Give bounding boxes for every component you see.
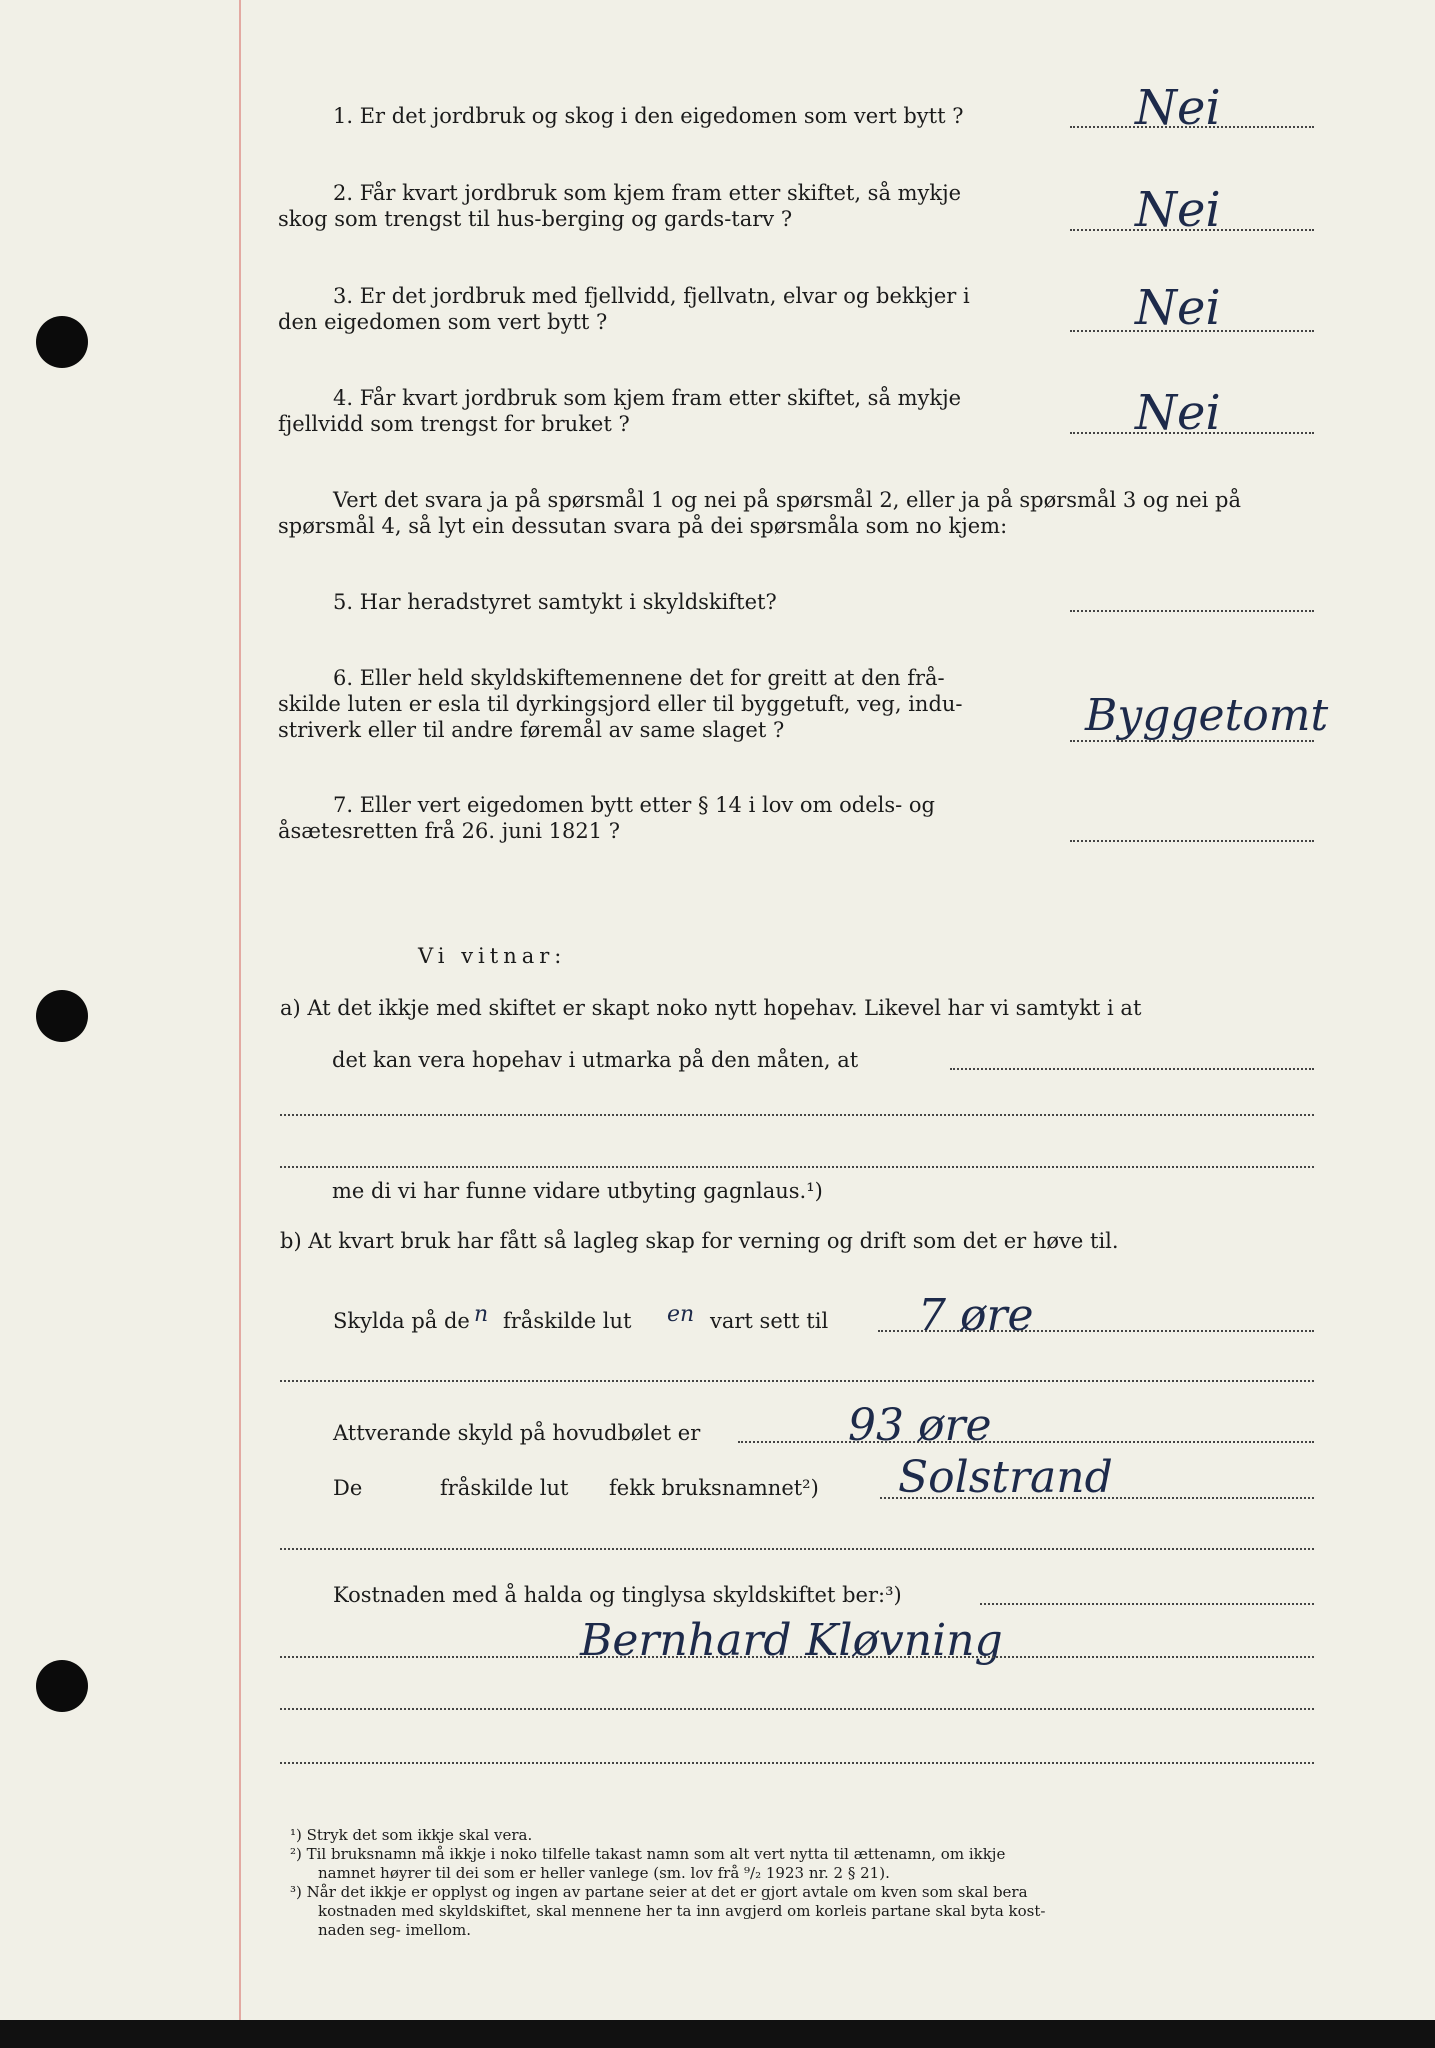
answer-3: Nei [1135, 280, 1221, 336]
skyld-insert-2: en [667, 1302, 695, 1327]
question-6-line-3: striverk eller til andre føremål av same slaget ? [278, 718, 785, 742]
cost-label: Kostnaden med å halda og tinglysa skyldskiftet ber:³) [333, 1583, 902, 1607]
punch-hole-top [36, 316, 88, 368]
witness-a-line-3: me di vi har funne vidare utbyting gagnlaus.¹) [332, 1179, 823, 1203]
name-de: De [333, 1476, 363, 1500]
question-7-line-2: åsætesretten frå 26. juni 1821 ? [278, 819, 621, 843]
question-3-line-2: den eigedomen som vert bytt ? [278, 310, 608, 334]
footnote-3-line-2: kostnaden med skyldskiftet, skal mennene her ta inn avgjerd om korleis partane skal byta kost- [318, 1902, 1046, 1920]
intro-line-2: spørsmål 4, så lyt ein dessutan svara på dei spørsmåla som no kjem: [278, 514, 1008, 538]
footnote-3-line-1: ³) Når det ikkje er opplyst og ingen av partane seier at det er gjort avtale om kven som skal bera [290, 1883, 1028, 1901]
skyld-part-1: Skylda på de [333, 1309, 470, 1333]
question-6-line-1: 6. Eller held skyldskiftemennene det for greitt at den frå- [333, 666, 945, 690]
witness-line-b [280, 1114, 1314, 1116]
remaining-value: 93 øre [848, 1400, 992, 1451]
name-lut: fråskilde lut [440, 1476, 569, 1500]
answer-line-7 [1070, 840, 1314, 842]
footnote-3-line-3: naden seg- imellom. [318, 1921, 472, 1939]
question-2-line-2: skog som trengst til hus-berging og gards-tarv ? [278, 207, 793, 231]
name-value: Solstrand [898, 1452, 1113, 1503]
cost-line-3 [280, 1762, 1314, 1764]
name-extra-line [280, 1548, 1314, 1550]
skyld-part-3: vart sett til [710, 1309, 829, 1333]
question-6-line-2: skilde luten er esla til dyrkingsjord eller til byggetuft, veg, indu- [278, 692, 963, 716]
punch-hole-bottom [36, 1660, 88, 1712]
witness-heading: Vi vitnar: [418, 944, 567, 968]
footnote-2-line-2: namnet høyrer til dei som er heller vanlege (sm. lov frå ⁹/₂ 1923 nr. 2 § 21). [318, 1864, 890, 1882]
skyld-value: 7 øre [918, 1290, 1034, 1341]
scan-border-bottom [0, 2020, 1435, 2048]
punch-hole-middle [36, 990, 88, 1042]
skyld-insert-1: n [474, 1302, 489, 1327]
cost-line-2 [280, 1708, 1314, 1710]
answer-1: Nei [1135, 80, 1221, 136]
intro-line-1: Vert det svara ja på spørsmål 1 og nei på spørsmål 2, eller ja på spørsmål 3 og nei på [333, 488, 1241, 512]
remaining-line [738, 1441, 1314, 1443]
answer-4: Nei [1135, 385, 1221, 441]
witness-b-line-1: b) At kvart bruk har fått så lagleg skap for verning og drift som det er høve til. [280, 1229, 1119, 1253]
cost-line-1 [280, 1656, 1314, 1658]
cost-line-inline [980, 1603, 1314, 1605]
question-3-line-1: 3. Er det jordbruk med fjellvidd, fjellvatn, elvar og bekkjer i [333, 284, 970, 308]
cost-value: Bernhard Kløvning [580, 1615, 1003, 1666]
question-5: 5. Har heradstyret samtykt i skyldskiftet? [333, 590, 777, 614]
question-1: 1. Er det jordbruk og skog i den eigedomen som vert bytt ? [333, 104, 964, 128]
remaining-label: Attverande skyld på hovudbølet er [333, 1421, 701, 1445]
answer-line-5 [1070, 610, 1314, 612]
answer-2: Nei [1135, 182, 1221, 238]
question-4-line-1: 4. Får kvart jordbruk som kjem fram etter skiftet, så mykje [333, 386, 962, 410]
witness-a-line-2: det kan vera hopehav i utmarka på den måten, at [332, 1048, 859, 1072]
witness-line-c [280, 1166, 1314, 1168]
skyld-part-2: fråskilde lut [503, 1309, 632, 1333]
footnote-1: ¹) Stryk det som ikkje skal vera. [290, 1826, 533, 1844]
name-label: fekk bruksnamnet²) [609, 1476, 819, 1500]
question-2-line-1: 2. Får kvart jordbruk som kjem fram etter skiftet, så mykje [333, 181, 962, 205]
footnote-2-line-1: ²) Til bruksnamn må ikkje i noko tilfelle takast namn som alt vert nytta til ættenamn, om ikkje [290, 1845, 1006, 1863]
skyld-extra-line [280, 1380, 1314, 1382]
question-7-line-1: 7. Eller vert eigedomen bytt etter § 14 i lov om odels- og [333, 793, 935, 817]
witness-a-line-1: a) At det ikkje med skiftet er skapt noko nytt hopehav. Likevel har vi samtykt i at [280, 996, 1142, 1020]
witness-line-a [950, 1068, 1314, 1070]
margin-line [239, 0, 241, 2048]
answer-6: Byggetomt [1085, 690, 1329, 741]
question-4-line-2: fjellvidd som trengst for bruket ? [278, 412, 630, 436]
